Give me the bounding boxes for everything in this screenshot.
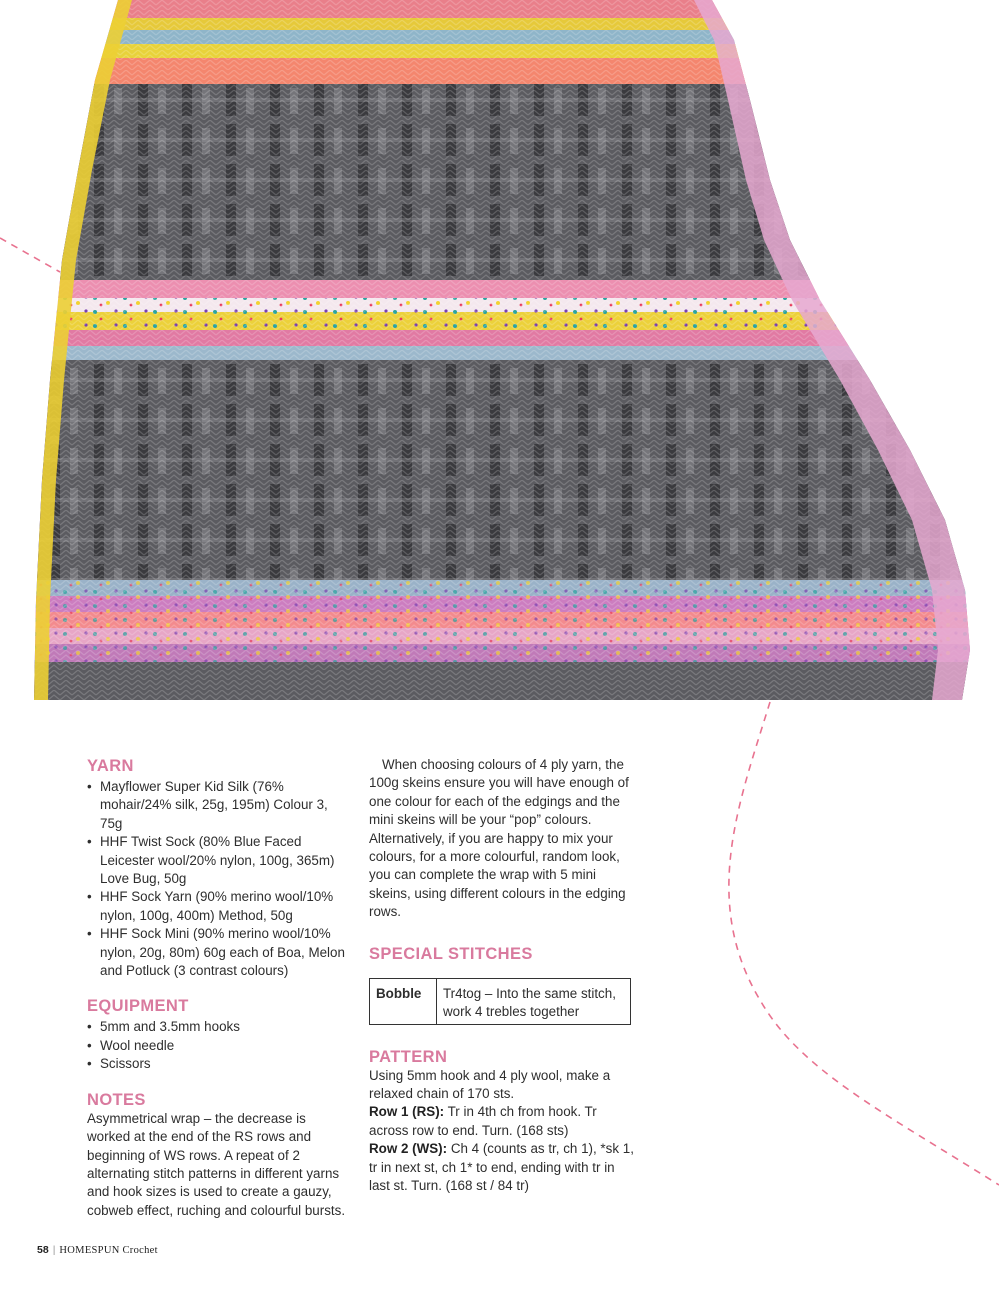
notes-heading: NOTES <box>87 1090 146 1109</box>
list-item: • HHF Sock Mini (90% merino wool/10% nylon, 20g, 80m) 60g each of Boa, Melon and Potluck (3 contrast colours) <box>87 926 345 979</box>
page-footer <box>37 1244 158 1256</box>
middle-column <box>369 756 634 1196</box>
yarn-list <box>87 778 352 980</box>
list-item: • Wool needle <box>87 1037 175 1053</box>
special-stitches-table <box>369 978 631 1025</box>
equipment-list <box>87 1018 352 1073</box>
left-column <box>87 756 352 1220</box>
list-item: • Mayflower Super Kid Silk (76% mohair/24% silk, 25g, 195m) Colour 3, 75g <box>87 779 328 831</box>
pattern-row-1: Row 1 (RS): Tr in 4th ch from hook. Tr across row to end. Turn. (168 sts) <box>369 1104 597 1138</box>
intro-paragraph: When choosing colours of 4 ply yarn, the 100g skeins ensure you will have enough of one colour for each of the edgings and the mini skeins will be your “pop” colours. Alternatively, if you are happy to mix your colours, for a more colourful, random look, you can complete the wrap with 5 mini skeins, using different colours in the edging rows. <box>369 757 629 920</box>
table-row <box>370 978 631 1024</box>
stitch-term: Bobble <box>370 978 437 1024</box>
notes-text: Asymmetrical wrap – the decrease is worked at the end of the RS rows and beginning of WS rows. A repeat of 2 alternating stitch patterns in different yarns and hook sizes is used to create a gauzy, cobweb effect, ruching and colourful bursts. <box>87 1110 346 1218</box>
pattern-heading: PATTERN <box>369 1047 448 1066</box>
list-item: • Scissors <box>87 1056 151 1072</box>
list-item: • HHF Sock Yarn (90% merino wool/10% nylon, 100g, 400m) Method, 50g <box>87 889 334 923</box>
equipment-heading: EQUIPMENT <box>87 997 189 1016</box>
special-stitches-heading: SPECIAL STITCHES <box>369 944 533 963</box>
list-item: • HHF Twist Sock (80% Blue Faced Leicester wool/20% nylon, 100g, 365m) Love Bug, 50g <box>87 834 335 887</box>
pattern-row-2: Row 2 (WS): Ch 4 (counts as tr, ch 1), *sk 1, tr in next st, ch 1* to end, ending with tr in last st. Turn. (168 st / 84 tr) <box>369 1141 634 1194</box>
magazine-name: HOMESPUN Crochet <box>59 1245 158 1256</box>
footer-separator: | <box>52 1244 56 1256</box>
list-item: • 5mm and 3.5mm hooks <box>87 1019 240 1035</box>
pattern-intro: Using 5mm hook and 4 ply wool, make a relaxed chain of 170 sts. <box>369 1067 611 1102</box>
yarn-heading: YARN <box>87 757 134 775</box>
page-number: 58 <box>37 1244 49 1256</box>
stitch-definition: Tr4tog – Into the same stitch, work 4 trebles together <box>437 978 631 1024</box>
